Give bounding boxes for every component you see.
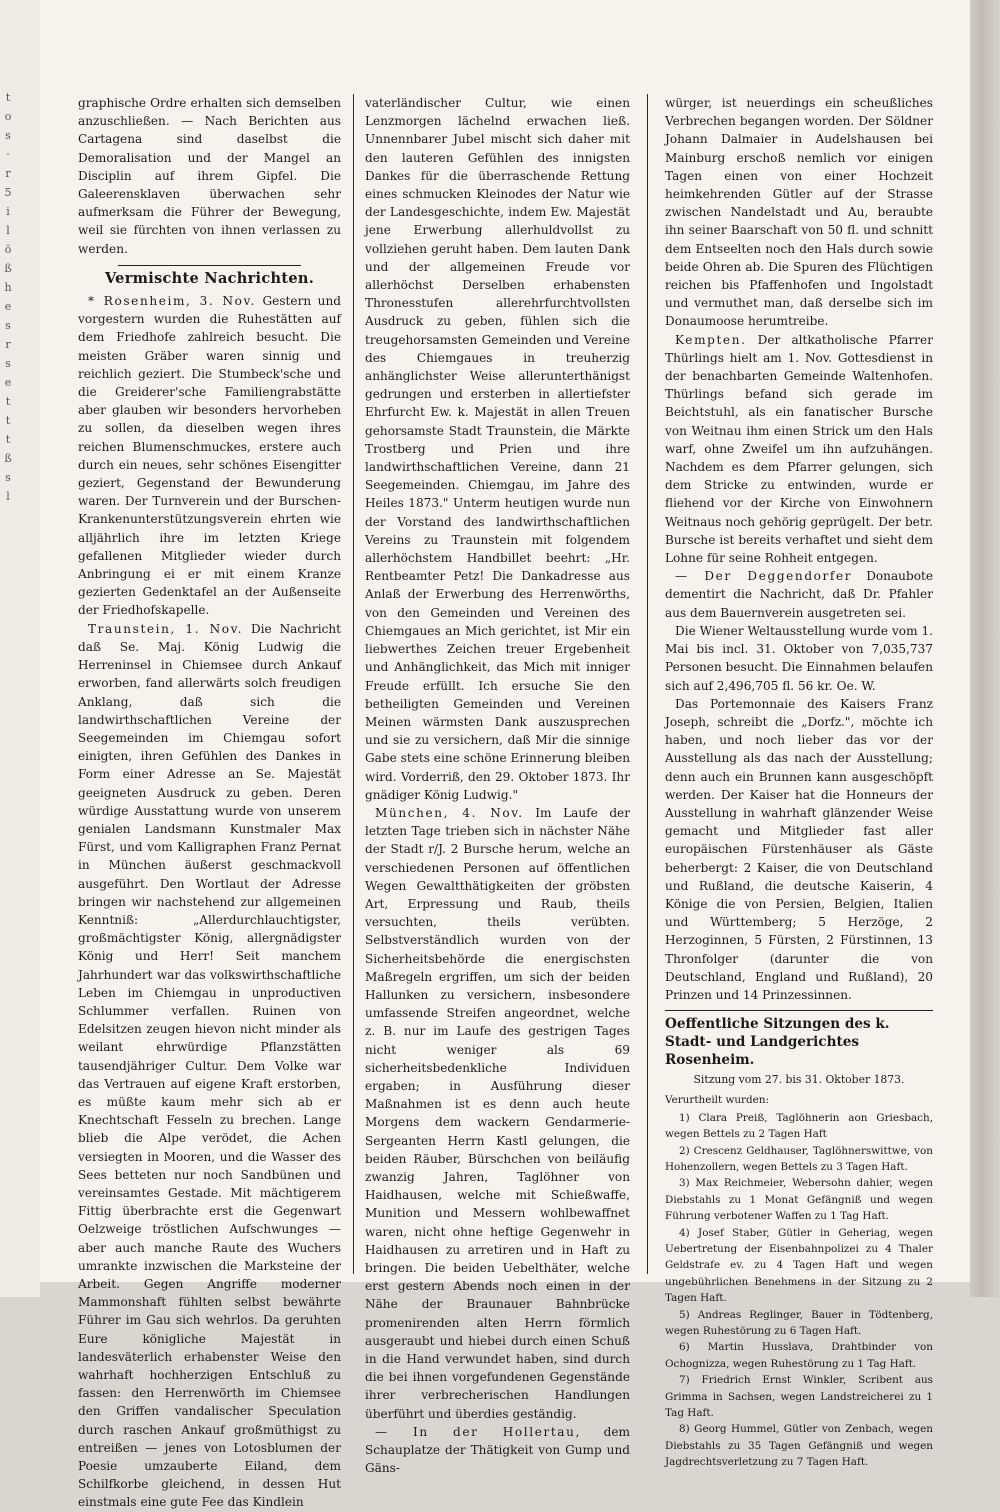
verdict-item: 7) Friedrich Ernst Winkler, Scribent aus Grimma in Sachsen, wegen Landstreicherei zu 1 Tag Haft. (665, 1374, 933, 1420)
article-continuation: graphische Ordre erhalten sich demselben anzuschließen. — Nach Berichten aus Cartagena sind daselbst die Demoralisation und der Mangel an Disciplin auf ihrem Gipfel. Die Galeerensklaven überwachen sehr aufmerksam die Führer der Bewegung, weil sie fürchten von ihnen verlassen zu werden. (78, 96, 341, 256)
edge-char: t (5, 433, 11, 446)
article-hollertau (365, 1423, 630, 1478)
edge-char: l (6, 224, 10, 237)
verdict-list (665, 1092, 933, 1470)
verdict-item: 6) Martin Husslava, Drahtbinder von Ochognizza, wegen Ruhestörung zu 1 Tag Haft. (665, 1341, 933, 1370)
dateline: Kempten. (675, 332, 747, 347)
edge-char: t (5, 91, 11, 104)
edge-char: 5 (4, 186, 12, 199)
column-3 (665, 94, 933, 1469)
edge-char: ß (4, 262, 12, 275)
article-muenchen (365, 804, 630, 1423)
edge-char: ö (4, 243, 12, 256)
dateline: — In der Hollertau, (375, 1424, 581, 1439)
article-weltausstellung: Die Wiener Weltausstellung wurde vom 1. Mai bis incl. 31. Oktober von 7,035,737 Personen besucht. Die Einnahmen belaufen sich auf 2,496,705 fl. 56 kr. Oe. W. (665, 623, 933, 693)
newspaper-page (40, 0, 971, 1510)
article-continuation: vaterländischer Cultur, wie einen Lenzmorgen lächelnd erwachen ließ. Unnennbarer Jubel mischt sich daher mit den lauteren Gefühlen des innigsten Dankes für die überraschende Rettung eines schmucken Kleinodes der Natur wie der Landesgeschichte, indem Ew. Majestät jene Erwerbung allerhuldvollst zu vollziehen geruht haben. Dem lauten Dank und der allgemeinen Freude vor allerhöchst Derselben erhabensten Thronesstufen allerehrfurchtvollsten Ausdruck zu geben, fühlen sich die treugehorsamsten Gemeinden und Vereine des Chiemgaues in treuherzig anhänglichster Weise allerunterthänigst gedrungen und ersterben in allertiefster Ehrfurcht Ew. k. Majestät in allen Treuen gehorsamste Stadt Traunstein, die Märkte Trostberg und Prien und ihre landwirthschaftlichen Vereine, dann 21 Seegemeinden. Chiemgau, im Jahre des Heiles 1873." Unterm heutigen wurde nun der Vorstand des landwirthschaftlichen Vereins zu Traunstein mit folgendem allerhöchstem Handbillet beehrt: „Hr. Rentbeamter Petz! Die Dankadresse aus Anlaß der Erwerbung des Herrenwörths, von den Gemeinden und Vereinen des Chiemgaues an Mich gerichtet, ist Mir ein liebwerthes Zeichen treuer Ergebenheit und Anhänglichkeit, das Mich mit inniger Freude erfüllt. Ich ersuche Sie den betheiligten Gemeinden und Vereinen Meinen wärmsten Dank auszusprechen und sie zu versichern, daß Mir die sinnige Gabe stets eine schöne Erinnerung bleiben wird. Vorderriß, den 29. Oktober 1873. Ihr gnädiger König Ludwig." (365, 96, 630, 802)
dateline: München, 4. Nov. (375, 805, 524, 820)
edge-char: s (5, 357, 11, 370)
column-rule (647, 94, 648, 1274)
edge-char: t (5, 395, 11, 408)
article-kempten (665, 331, 933, 568)
article-body: Die Nachricht daß Se. Maj. König Ludwig die Herreninsel in Chiemsee durch Ankauf erworben, fand allerwärts solch freudigen Anklang, daß sich die landwirthschaftlichen Vereine der Seegemeinden im Chiemgau sofort einigten, ihren Gefühlen des Dankes in Form einer Adresse an Se. Majestät geeigneten Ausdruck zu geben. Deren würdige Ausstattung wurde von unserem genialen Landsmann Kunstmaler Max Fürst, und vom Kalligraphen Franz Pernat in München äußerst geschmackvoll ausgeführt. Den Wortlaut der Adresse bringen wir nachstehend zur allgemeinen Kenntniß: „Allerdurchlauchtigster, großmächtigster König, allergnädigster König und Herr! Seit manchem Jahrhundert war das volkswirthschaftliche Leben im Chiemgau in unproductiven Schlummer verfallen. Ruinen von Edelsitzen zeugen hievon nicht minder als weilant ehrwürdige Pflanzstätten tausendjähriger Cultur. Dem Volke war das Vertrauen auf eigene Kraft erstorben, es müßte kaum mehr sich ab er Knechtschaft Fesseln zu brechen. Lange blieb die Alpe verödet, die Achen versiegten in Mooren, und die Wasser des Sees betteten nur noch Sandbünen und vereinsamtes Gestade. Mit mächtigerem Fittig überbrachte erst die Gegenwart Oelzweige tröstlichen Aufschwunges — aber auch manche Raute des Wuchers umrankte inzwischen die Marksteine der Arbeit. Gegen Angriffe moderner Mammonshaft fühlten selbst bewährte Führer im Gau sich wehrlos. Da geruhten Eure königliche Majestät in landesväterlich erhabenster Weise den wahrhaft hochherzigen Entschluß zu fassen: den Herrenwörth im Chiemsee den Griffen vandalischer Speculation durch raschen Ankauf großmüthigst zu entreißen — jenes von Lotosblumen der Poesie umzauberte Eiland, dem Schilfkorbe gleichend, in dessen Hut einstmals eine gute Fee das Kindlein (78, 621, 341, 1510)
divider (665, 1010, 933, 1011)
article-body: Der altkatholische Pfarrer Thürlings hielt am 1. Nov. Gottesdienst in der benachbarten Gemeinde Waltenhofen. Thürlings befand sich gerade im Beichtstuhl, als ein fanatischer Bursche von Weitnau ihm einen Strick um den Hals warf, ohne Zweifel um ihn aufzuhängen. Nachdem es dem Pfarrer gelungen, sich dem Stricke zu entwinden, wurde er fliehend vor der Kirche von Einwohnern Weitnaus noch gehörig geprügelt. Der betr. Bursche ist bereits verhaftet und sieht dem Lohne für seine Rohheit entgegen. (665, 332, 933, 566)
adjacent-page-edge-text (0, 88, 16, 506)
verdict-item: 3) Max Reichmeier, Webersohn dahier, wegen Diebstahls zu 1 Monat Gefängniß und wegen Führung verbotener Waffen zu 1 Tag Haft. (665, 1177, 933, 1223)
edge-char: o (4, 110, 12, 123)
dateline: Traunstein, 1. Nov. (88, 621, 244, 636)
dateline: * Rosenheim, 3. Nov. (88, 294, 256, 309)
section-heading: Vermischte Nachrichten. (104, 269, 315, 287)
edge-char: s (5, 471, 11, 484)
article-portemonnaie: Das Portemonnaie des Kaisers Franz Joseph, schreibt die „Dorfz.", möchte ich haben, und noch lieber das vor der Ausstellung als das nach der Ausstellung; denn auch ein Brunnen kann ausgeschöpft werden. Der Kaiser hat die Honneurs der Ausstellung in wahrhaft glänzender Weise gemacht und Mitglieder fast aller europäischen Fürstenhäuser als Gäste beherbergt: 2 Kaiser, die von Deutschland und Rußland, die deutsche Kaiserin, 4 Könige die von Persien, Belgien, Italien und Württemberg; 5 Herzöge, 2 Herzoginnen, 5 Fürsten, 2 Fürstinnen, 13 Thronfolger (darunter die von Deutschland, England und Rußland), 20 Prinzen und 14 Prinzessinnen. (665, 696, 933, 1002)
edge-char: s (5, 319, 11, 332)
edge-char: e (4, 300, 12, 313)
verdict-item: 2) Crescenz Geldhauser, Taglöhnerswittwe, von Hohenzollern, wegen Bettels zu 3 Tagen Haft. (665, 1144, 933, 1173)
article-body: Im Laufe der letzten Tage trieben sich in nächster Nähe der Stadt r/J. 2 Bursche herum, welche an verschiedenen Personen auf öffentlichen Wegen Gewaltthätigkeiten der gröbsten Art, Erpressung und Raub, theils versuchten, theils verübten. Selbstverständlich wurden von der Sicherheitsbehörde die energischsten Maßregeln ergriffen, um sich der beiden Hallunken zu versichern, insbesondere umfassende Streifen angeordnet, welche z. B. nur im Laufe des gestrigen Tages nicht weniger als 69 sicherheitsbedenkliche Individuen ergaben; in Ausführung dieser Maßnahmen ist es denn auch heute Morgens dem wackern Gendarmerie-Sergeanten Herrn Kastl gelungen, die beiden Räuber, Bürschchen von beiläufig zwanzig Jahren, Taglöhner von Haidhausen, welche mit Schießwaffe, Munition und Messern wohlbewaffnet waren, nicht ohne heftige Gegenwehr in Haidhausen zu arretiren und in Haft zu bringen. Die beiden Uebelthäter, welche erst gestern Abends noch einen in der Nähe der Braunauer Bahnbrücke promenirenden alten Herrn förmlich ausgeraubt und hiebei durch einen Schuß in die Hand verwundet haben, sind durch die bei ihnen vorgefundenen Gegenstände ihrer verbrecherischen Handlungen überführt und überdies geständig. (365, 805, 630, 1421)
edge-char: e (4, 376, 12, 389)
article-body: Gestern und vorgestern wurden die Ruhestätten auf dem Friedhofe zahlreich besucht. Die meisten Gräber waren sinnig und reichlich geziert. Die Stumbeck'sche und die Greiderer'sche Familiengrabstätte aber glauben wir besonders hervorheben zu sollen, da dieselben wegen ihres reichen Blumenschmuckes, erstere auch durch ein neues, sehr schönes Eisengitter geziert, Gegenstand der Bewunderung waren. Der Turnverein und der Burschen-Krankenunterstützungsverein ehrten wie alljährlich ihre im letzten Kriege gefallenen Mitglieder wieder durch Anbringung ei er mit einem Kranze gezierten Gedenktafel an der Außenseite der Friedhofskapelle. (78, 294, 341, 618)
text-columns (78, 94, 948, 1510)
article-deggendorf (665, 567, 933, 622)
section-subheading: Sitzung vom 27. bis 31. Oktober 1873. (693, 1073, 905, 1087)
verdict-item: 8) Georg Hummel, Gütler von Zenbach, wegen Diebstahls zu 35 Tagen Gefängniß und wegen Jagdrechtsverletzung zu 7 Tagen Haft. (665, 1423, 933, 1469)
column-rule (353, 94, 354, 1274)
article-rosenheim (78, 292, 341, 620)
divider (118, 265, 301, 266)
edge-char: t (5, 414, 11, 427)
verdict-item: 5) Andreas Reglinger, Bauer in Tödtenberg, wegen Ruhestörung zu 6 Tagen Haft. (665, 1308, 933, 1338)
article-continuation: würger, ist neuerdings ein scheußliches Verbrechen begangen worden. Der Söldner Johann Dalmaier in Audelshausen bei Mainburg erschoß nemlich vor einigen Tagen einen von einer Hochzeit heimkehrenden Gütler auf der Strasse zwischen Nandelstadt und Au, beraubte ihn seiner Baarschaft von 50 fl. und schnitt dem Entseelten noch den Hals durch sowie beide Ohren ab. Die Spuren des Flüchtigen reichen bis Pfaffenhofen und Ingolstadt und vermuthet man, daß derselbe sich im Donaumoose herumtreibe. (665, 96, 933, 329)
verdict-item: 1) Clara Preiß, Taglöhnerin aon Griesbach, wegen Bettels zu 2 Tagen Haft (665, 1111, 933, 1141)
article-body: Donaubote dementirt die Nachricht, daß Dr. Pfahler aus dem Bauernverein ausgetreten sei. (665, 569, 933, 620)
section-heading: Oeffentliche Sitzungen des k. Stadt- und Landgerichtes Rosenheim. (665, 1016, 890, 1069)
scan-left-margin (0, 0, 40, 1297)
article-body: dem Schauplatze der Thätigkeit von Gump und Gäns- (365, 1424, 630, 1476)
edge-char: s (5, 129, 11, 142)
edge-char: l (6, 490, 10, 503)
edge-char: h (4, 281, 12, 294)
edge-char: · (6, 148, 10, 161)
edge-char: r (5, 167, 11, 180)
verdict-list-intro: Verurtheilt wurden: (665, 1094, 770, 1107)
verdict-item: 4) Josef Staber, Gütler in Geheriag, wegen Uebertretung der Eisenbahnpolizei zu 4 Thaler Geldstrafe ev. zu 4 Tagen Haft und wegen ungebührlichen Benehmens in der Sitzung zu 2 Tagen Haft. (665, 1226, 933, 1305)
article-traunstein (78, 620, 341, 1512)
scan-right-edge (970, 0, 1000, 1297)
edge-char: ß (4, 452, 12, 465)
dateline: — Der Deggendorfer (675, 569, 853, 584)
edge-char: i (6, 205, 10, 218)
edge-char: r (5, 338, 11, 351)
column-1 (78, 94, 341, 1510)
column-2 (365, 94, 630, 1476)
